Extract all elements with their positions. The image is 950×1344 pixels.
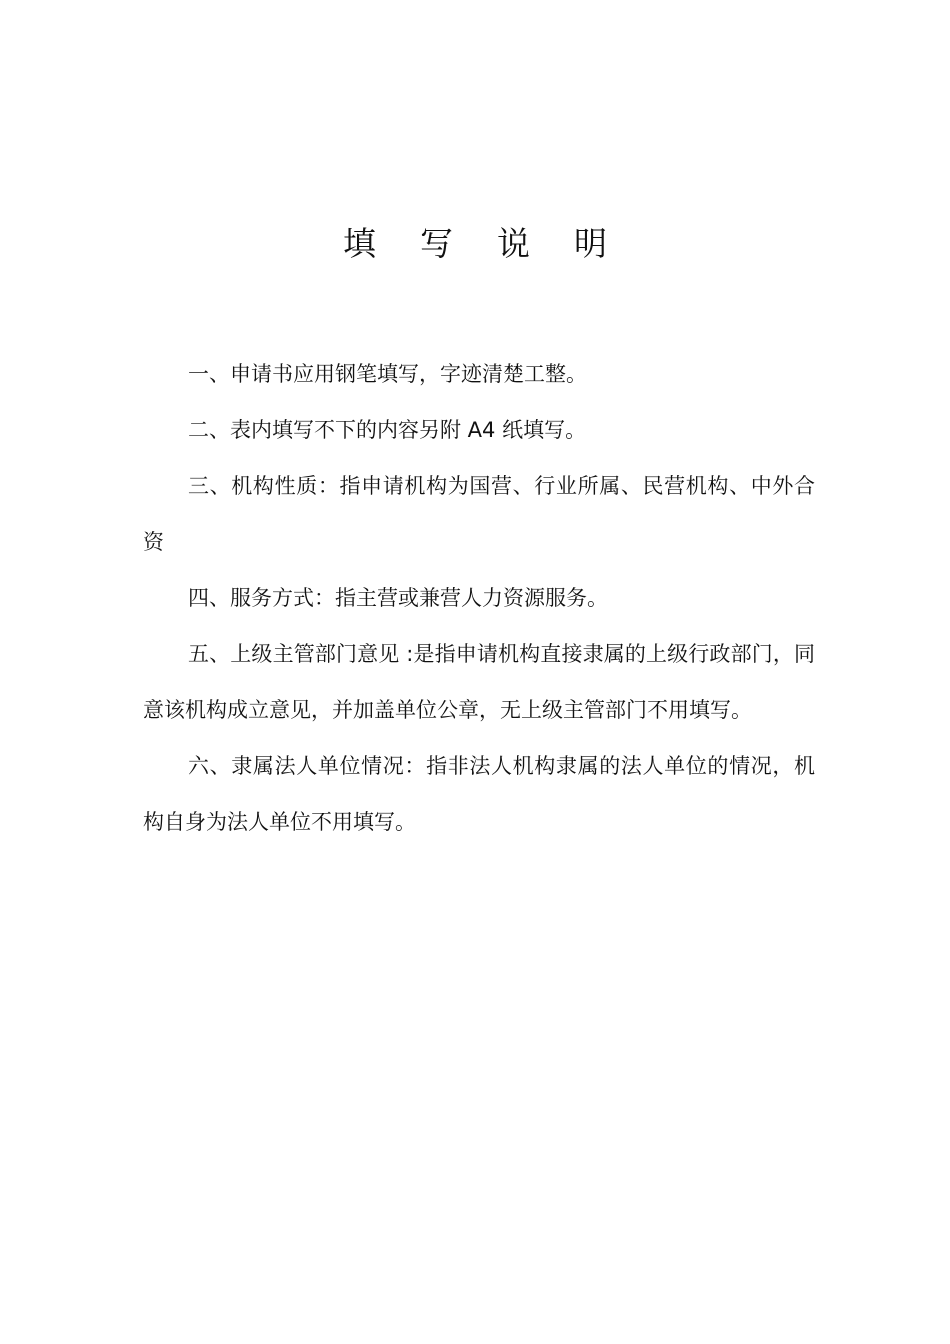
instruction-item-5: 五、上级主管部门意见 :是指申请机构直接隶属的上级行政部门，同意该机构成立意见，并加盖单位公章，无上级主管部门不用填写。 bbox=[143, 642, 815, 722]
instruction-item-1: 一、申请书应用钢笔填写，字迹清楚工整。 bbox=[188, 362, 587, 386]
instruction-item-4: 四、服务方式：指主营或兼营人力资源服务。 bbox=[188, 586, 608, 610]
title-char: 填 bbox=[343, 224, 376, 263]
instructions-body bbox=[143, 346, 815, 850]
title-char: 明 bbox=[574, 224, 607, 263]
instruction-item-6: 六、隶属法人单位情况：指非法人机构隶属的法人单位的情况，机构自身为法人单位不用填写。 bbox=[143, 754, 815, 834]
instruction-item-2: 二、表内填写不下的内容另附 A4 纸填写。 bbox=[188, 418, 587, 442]
title-char: 说 bbox=[497, 224, 530, 263]
title-char: 写 bbox=[420, 224, 453, 263]
instruction-item-3: 三、机构性质：指申请机构为国营、行业所属、民营机构、中外合资 bbox=[143, 474, 815, 554]
page-title bbox=[0, 222, 950, 266]
